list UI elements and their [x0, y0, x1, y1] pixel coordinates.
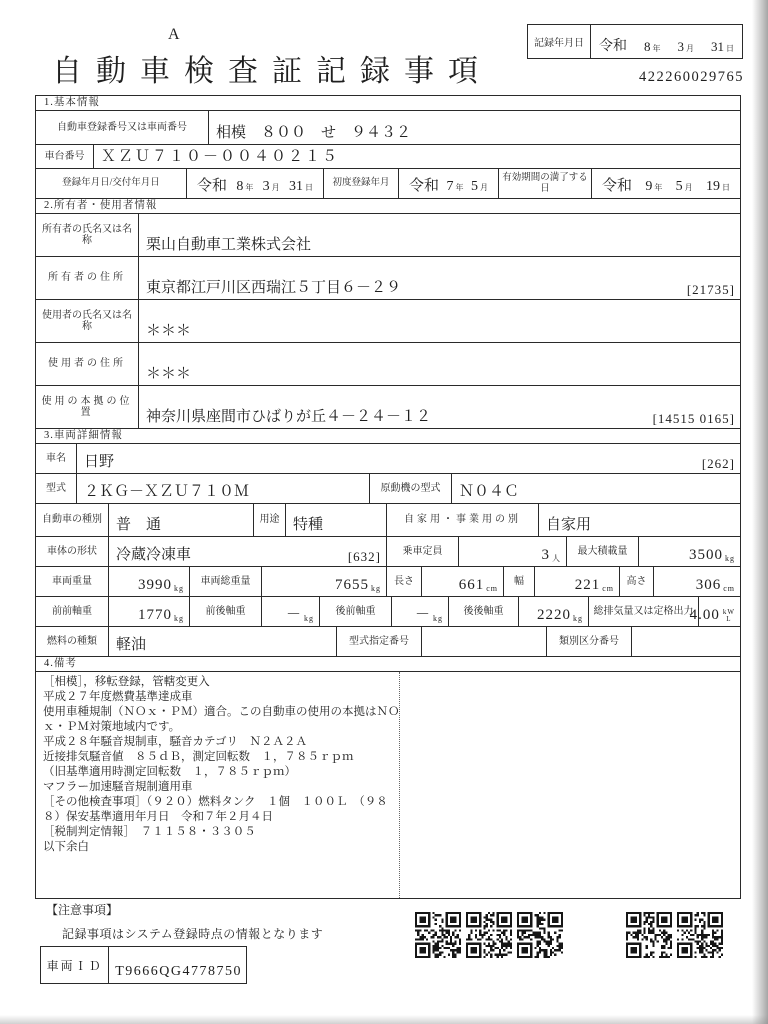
- expiry-date-label: 有効期間の満了する日: [498, 169, 591, 198]
- row-axle-weights: [36, 596, 740, 626]
- row-base-location: [36, 385, 740, 428]
- chassis-number-value: ＸＺＵ７１０－００４０２１５: [93, 145, 740, 168]
- qr-code-4: [626, 912, 672, 958]
- type-designation-value: [421, 627, 546, 656]
- user-address-label: 使用者の住所: [48, 358, 126, 370]
- registration-number-label: 自動車登録番号又は車両番号: [57, 121, 187, 133]
- fuel-label: 燃料の種類: [47, 635, 97, 647]
- row-user-name: [36, 299, 740, 342]
- document-number: 422260029765: [639, 69, 744, 85]
- owner-address-value: 東京都江戸川区西瑞江５丁目６－２９ [21735]: [138, 257, 740, 299]
- row-body-shape: [36, 536, 740, 566]
- record-date-box: [527, 24, 743, 59]
- user-name-value: ＊＊＊: [138, 300, 740, 342]
- power-label: 総排気量又は定格出力: [588, 597, 698, 626]
- length-label: 長さ: [386, 567, 421, 596]
- class-number-label: 類別区分番号: [546, 627, 631, 656]
- remarks-empty-column: [400, 672, 740, 898]
- body-shape-label: 車体の形状: [47, 545, 97, 557]
- first-registration-value: 令和 7 年 5 月: [398, 169, 498, 198]
- weight-value: 3990 kg: [108, 567, 189, 596]
- row-weights-dimensions: [36, 566, 740, 596]
- row-user-address: [36, 342, 740, 385]
- owner-name-label: 所有者の氏名又は名称: [42, 223, 132, 246]
- axle-front-front-label: 前前軸重: [52, 605, 92, 617]
- type-designation-label: 型式指定番号: [336, 627, 421, 656]
- registration-date-value: 令和 8 年 3 月 31 日: [186, 169, 323, 198]
- scan-edge-right: [752, 0, 768, 1024]
- engine-model-value: Ｎ０４Ｃ: [451, 474, 740, 503]
- axle-front-rear-value: － kg: [261, 597, 319, 626]
- vehicle-id-value: T9666QG4778750: [115, 964, 242, 979]
- capacity-label: 乗車定員: [386, 537, 458, 566]
- section-heading-remarks: 4.備考: [36, 656, 740, 671]
- section-heading-owner: 2.所有者・使用者情報: [36, 198, 740, 213]
- model-value: ２ＫＧ－ＸＺＵ７１０Ｍ: [76, 474, 369, 503]
- chassis-number-label: 車台番号: [44, 150, 85, 162]
- row-chassis-number: [36, 144, 740, 168]
- page-title: 自動車検査証記録事項: [52, 55, 492, 88]
- use-value: 特種: [285, 504, 386, 536]
- user-name-label: 使用者の氏名又は名称: [42, 309, 132, 332]
- fuel-value: 軽油: [108, 627, 336, 656]
- power-unit: kW L: [722, 608, 735, 623]
- row-model: [36, 473, 740, 503]
- vehicle-name-code: [262]: [701, 456, 735, 472]
- max-load-value: 3500 kg: [638, 537, 740, 566]
- notice-heading: 【注意事項】: [46, 903, 119, 917]
- qr-code-1: [415, 912, 461, 958]
- width-value: 221 cm: [534, 567, 619, 596]
- class-number-value: [631, 627, 740, 656]
- ownership-label: 自家用・事業用の別: [386, 504, 538, 536]
- registration-date-label: 登録年月日/交付年月日: [62, 178, 160, 189]
- max-load-label: 最大積載量: [566, 537, 638, 566]
- gross-weight-label: 車両総重量: [189, 567, 261, 596]
- category-label: 自動車の種別: [42, 514, 102, 526]
- vehicle-id-label: 車両ＩＤ: [41, 947, 109, 983]
- owner-name-value: 栗山自動車工業株式会社: [138, 214, 740, 256]
- height-label: 高さ: [619, 567, 653, 596]
- height-value: 306 cm: [653, 567, 740, 596]
- row-dates: [36, 168, 740, 198]
- record-date-value: [591, 25, 742, 58]
- axle-rear-rear-value: 2220 kg: [518, 597, 588, 626]
- row-fuel: [36, 626, 740, 656]
- body-shape-code: [632]: [347, 549, 381, 565]
- body-shape-value: 冷蔵冷凍車 [632]: [108, 537, 386, 566]
- notice-text: 記録事項はシステム登録時点の情報となります: [62, 927, 324, 941]
- first-registration-label: 初度登録年月: [323, 169, 398, 198]
- user-address-value: ＊＊＊: [138, 343, 740, 385]
- record-date-day: 31 日: [711, 39, 734, 54]
- axle-front-front-value: 1770 kg: [108, 597, 189, 626]
- base-location-label: 使用の本拠の位置: [41, 395, 133, 418]
- width-label: 幅: [503, 567, 534, 596]
- expiry-date-value: 令和 9 年 5 月 19 日: [591, 169, 740, 198]
- remarks-box: [36, 671, 740, 898]
- base-location-code: [14515 0165]: [652, 411, 735, 427]
- power-value: 4.00 kW L: [698, 597, 740, 626]
- section-heading-basic: 1.基本情報: [44, 97, 100, 108]
- model-label: 型式: [46, 482, 66, 494]
- use-label: 用途: [253, 504, 285, 536]
- vehicle-name-label: 車名: [46, 452, 66, 464]
- length-value: 661 cm: [421, 567, 503, 596]
- row-category: [36, 503, 740, 536]
- remarks-text: ［相模］，移転登録，管轄変更入 平成２７年度燃費基準達成車 使用車種規制（ＮＯｘ・ＰＭ）適合。この自動車の使用の本拠はＮＯ ｘ・ＰＭ対策地域内です。 平成２８年騒音規制車，騒音カテゴリ Ｎ２Ａ２Ａ 近接排気騒音値 ８５ｄＢ，測定回転数 １，７８５ｒｐｍ （旧基準適用時測定回転数 １，７８５ｒｐｍ） マフラー加速騒音規制適用車 ［その他検査事項］（９２０）燃料タンク １個 １００Ｌ （９８ ８）保安基準適用年月日 令和７年２月４日 ［税制判定情報］ ７１１５８・３３０５ 以下余白: [36, 672, 400, 898]
- registration-number-value: 相模 ８００ せ ９４３２: [208, 111, 740, 144]
- capacity-value: 3 人: [458, 537, 566, 566]
- row-vehicle-name: [36, 443, 740, 473]
- scan-edge-bottom: [0, 1015, 768, 1024]
- engine-model-label: 原動機の型式: [369, 474, 451, 503]
- axle-rear-rear-label: 後後軸重: [448, 597, 518, 626]
- record-date-year: 8 年: [644, 39, 661, 54]
- qr-code-3: [517, 912, 563, 958]
- qr-code-5: [677, 912, 723, 958]
- vehicle-id-box: [40, 946, 247, 984]
- section-heading-vehicle: 3.車両詳細情報: [36, 428, 740, 443]
- certificate-table: [35, 95, 741, 899]
- record-date-month: 3 月: [677, 39, 694, 54]
- document-class-mark: A: [168, 26, 180, 43]
- record-date-era: 令和: [599, 39, 627, 54]
- row-registration-number: [36, 110, 740, 144]
- weight-label: 車両重量: [52, 575, 92, 587]
- qr-code-2: [466, 912, 512, 958]
- base-location-value: 神奈川県座間市ひばりが丘４－２４－１２ [14515 0165]: [138, 386, 740, 428]
- record-date-label: 記録年月日: [528, 25, 591, 58]
- owner-address-code: [21735]: [686, 282, 735, 298]
- row-owner-name: [36, 213, 740, 256]
- gross-weight-value: 7655 kg: [261, 567, 386, 596]
- axle-rear-front-label: 後前軸重: [319, 597, 391, 626]
- category-value: 普 通: [108, 504, 253, 536]
- ownership-value: 自家用: [538, 504, 740, 536]
- axle-front-rear-label: 前後軸重: [189, 597, 261, 626]
- vehicle-name-value: 日野 [262]: [76, 444, 740, 473]
- owner-address-label: 所有者の住所: [48, 272, 126, 284]
- axle-rear-front-value: － kg: [391, 597, 448, 626]
- row-owner-address: [36, 256, 740, 299]
